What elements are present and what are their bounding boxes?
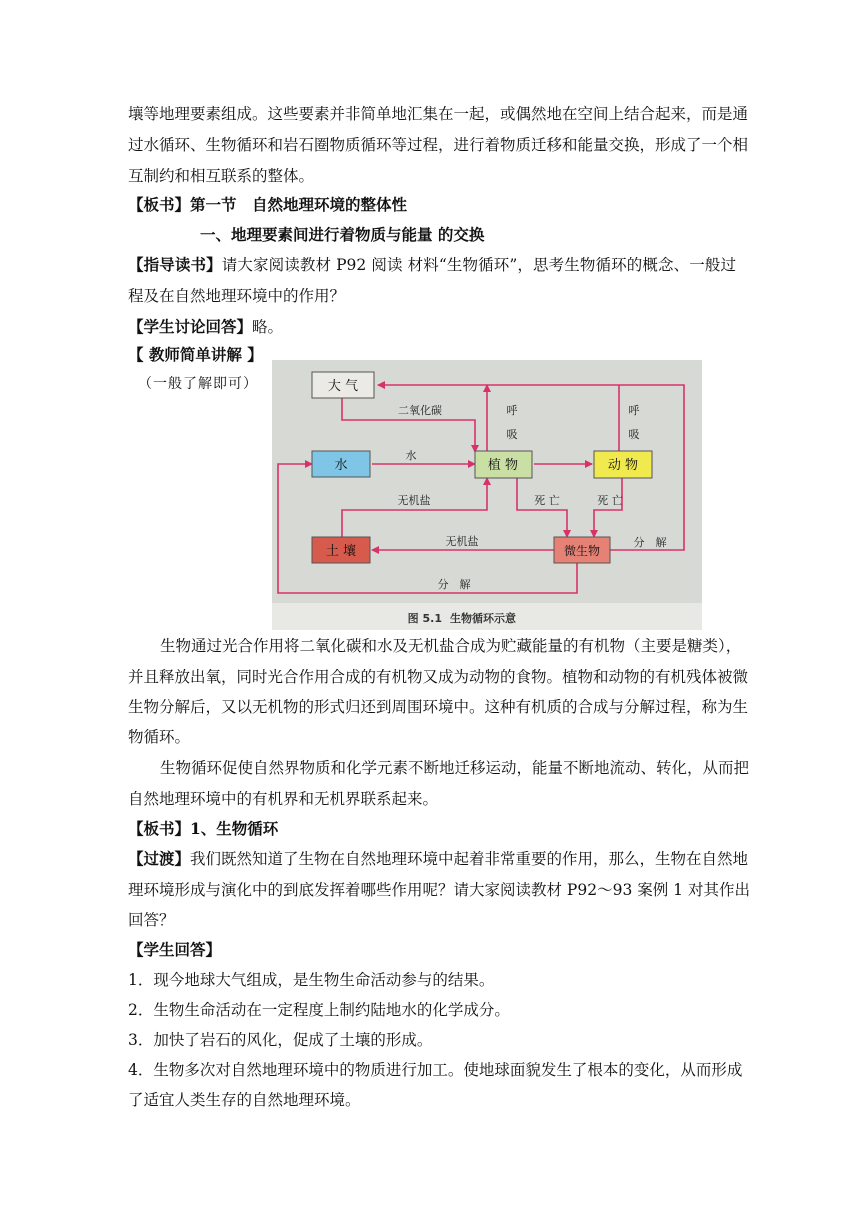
student-discuss-text: 略。 — [252, 318, 284, 336]
paragraph-line: 生物循环促使自然界物质和化学元素不断地迁移运动，能量不断地流动、转化，从而把 — [160, 759, 750, 777]
teacher-note: （一般了解即可） — [138, 376, 258, 392]
paragraph-line: 过水循环、生物循环和岩石圈物质循环等过程，进行着物质迁移和能量交换，形成了一个相 — [128, 136, 749, 154]
board-label: 【板书】 — [128, 819, 191, 838]
edge-label-death-plant: 死 亡 — [534, 494, 560, 507]
guide-text: 请大家阅读教材 P92 阅读 材料“生物循环”，思考生物循环的概念、一般过 — [221, 256, 736, 274]
paragraph-line: 并且释放出氧，同时光合作用合成的有机物又成为动物的食物。植物和动物的有机残体被微 — [128, 668, 749, 686]
edge-label-decompose-right: 分 解 — [633, 536, 667, 549]
section-subtitle: 一、地理要素间进行着物质与能量 的交换 — [200, 225, 485, 244]
paragraph-line: 生物通过光合作用将二氧化碳和水及无机盐合成为贮藏能量的有机物（主要是糖类）， — [160, 637, 742, 655]
edge-label-decompose-bottom: 分 解 — [437, 578, 471, 591]
board-text: 1、生物循环 — [190, 819, 279, 838]
student-discuss — [128, 317, 736, 337]
board-heading — [128, 195, 736, 215]
answer-item: 3．加快了岩石的风化，促成了土壤的形成。 — [128, 1031, 433, 1049]
edge-label-co2: 二氧化碳 — [398, 404, 442, 417]
section-title: 第一节 自然地理环境的整体性 — [190, 195, 408, 214]
transition-line: 理环境形成与演化中的到底发挥着哪些作用呢？请大家阅读教材 P92～93 案例 1 对其作出 — [128, 881, 750, 899]
guide-line: 程及在自然地理环境中的作用？ — [128, 287, 346, 305]
teacher-label: 【 教师简单讲解 】 — [128, 345, 263, 364]
guide-line — [128, 255, 736, 275]
paragraph-line: 物循环。 — [128, 728, 191, 746]
edge-label-death-animal: 死 亡 — [597, 494, 623, 507]
transition-line: 回答？ — [128, 911, 175, 929]
node-animal-label: 动 物 — [607, 458, 639, 473]
node-plant-label: 植 物 — [487, 458, 519, 473]
node-water-label: 水 — [334, 458, 348, 473]
guide-label: 【指导读书】 — [128, 255, 222, 274]
answer-item: 1．现今地球大气组成，是生物生命活动参与的结果。 — [128, 971, 495, 989]
node-microbe-label: 微生物 — [563, 544, 601, 558]
paragraph-line: 生物分解后，又以无机物的形式归还到周围环境中。这种有机质的合成与分解过程，称为生 — [128, 698, 749, 716]
bio-cycle-diagram — [272, 360, 702, 630]
paragraph-line: 壤等地理要素组成。这些要素并非简单地汇集在一起，或偶然地在空间上结合起来，而是通 — [128, 105, 749, 123]
paragraph-line: 自然地理环境中的有机界和无机界联系起来。 — [128, 790, 439, 808]
edge-label-breath-animal: 呼吸 — [628, 404, 640, 441]
answer-item: 了适宜人类生存的自然地理环境。 — [128, 1091, 361, 1109]
edge-label-salt-plant: 无机盐 — [397, 494, 431, 507]
edge-label-breath-plant: 呼吸 — [506, 404, 518, 441]
transition-label: 【过渡】 — [128, 849, 191, 868]
node-atmosphere-label: 大 气 — [327, 379, 359, 394]
node-soil-label: 土 壤 — [325, 544, 357, 559]
answer-item: 4．生物多次对自然地理环境中的物质进行加工。使地球面貌发生了根本的变化，从而形成 — [128, 1061, 743, 1079]
student-discuss-label: 【学生讨论回答】 — [128, 317, 253, 336]
edge-label-salt-soil: 无机盐 — [445, 535, 479, 548]
edge-label-water: 水 — [405, 449, 417, 462]
transition-line — [128, 849, 749, 869]
answer-item: 2．生物生命活动在一定程度上制约陆地水的化学成分。 — [128, 1001, 510, 1019]
figure-number: 图 5.1 — [407, 612, 442, 625]
board-heading — [128, 819, 736, 839]
figure-caption: 生物循环示意 — [450, 612, 516, 625]
board-label: 【板书】 — [128, 195, 191, 214]
transition-text: 我们既然知道了生物在自然地理环境中起着非常重要的作用，那么，生物在自然地 — [190, 850, 749, 868]
student-answer-label: 【学生回答】 — [128, 940, 222, 959]
paragraph-line: 互制约和相互联系的整体。 — [128, 167, 315, 185]
